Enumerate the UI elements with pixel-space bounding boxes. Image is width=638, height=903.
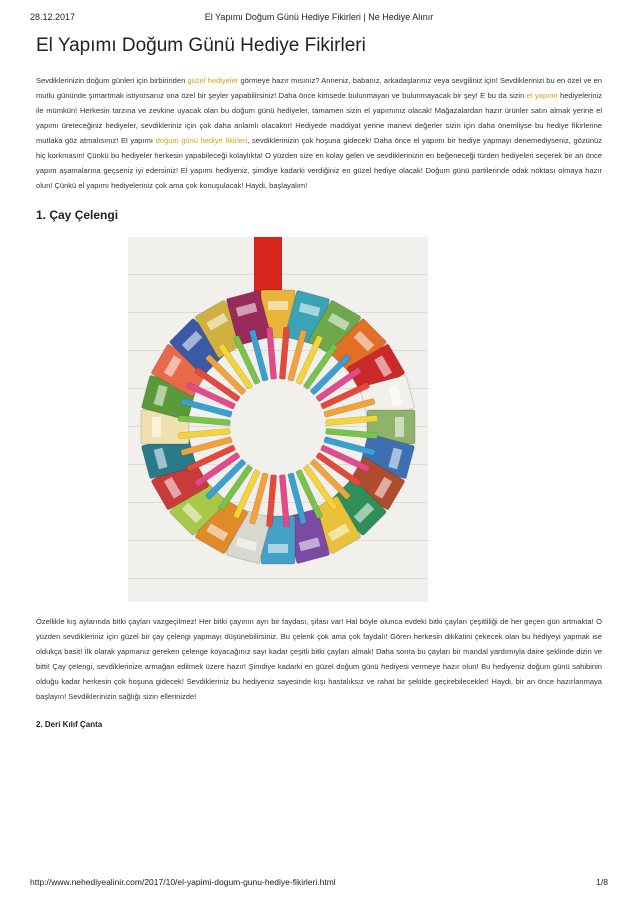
intro-text-1: Sevdiklerinizin doğum günleri için birbirinden	[36, 76, 188, 85]
section1-paragraph: Özellikle kış aylarında bitki çayları vazgeçilmez! Her bitki çayının ayrı bir faydası, şifası var! Hal böyle olunca evdeki bitki çayları çeşitliliği de her geçen gün artmakta! O yüzden sevdikleriniz için güzel bir çay çelengi yapmayı düşünebilirsiniz. Bu çelenk çok ama çok faydalı! Gören herkesin dikkatini çekecek olan bu hediyeyi yapmak ise oldukça basit! İlk olarak yapmanız gereken çelenge koyacağınız sayı kadar çeşitli bitki çayları almak! Daha sonra bu çayları bir mandal yardımıyla daire şeklinde dizin ve bitti! Çay çelengi, sevdiklerinize armağan edilmek üzere hazır! Şimdiye kadarki en güzel doğum günü hediyesi vermeye hazır olun! Bu hediyeniz doğum günü sahibinin olduğu kadar herkesin çok hoşuna gidecek! Sevdikleriniz bu hediyeniz sayesinde kışı hastalıksız ve rahat bir şekilde geçirebilecekler! Haydi, bir an önce hazırlanmaya başlayın! Sevdiklerinizin sağlığı sizin ellerinizde!	[36, 617, 602, 701]
article-title: El Yapımı Doğum Günü Hediye Fikirleri	[36, 35, 366, 56]
print-date: 28.12.2017	[30, 12, 76, 22]
print-header	[30, 12, 608, 26]
intro-text-2: görmeye hazır mısınız? Anneniz, babanız, arkadaşlarınız veya sevgiliniz için! Sevdiklerinizi bu en özel ve en mutlu gününde şımartmak istiyorsanız ona özel bir şeyler yapabilirsiniz! Daha önce kimsede bulunmayan ve bulunmayacak bir şey! E bu da sizin	[36, 76, 602, 100]
intro-paragraph	[36, 73, 602, 193]
page-number: 1/8	[596, 877, 608, 887]
print-page-title: El Yapımı Doğum Günü Hediye Fikirleri | Ne Hediye Alınır	[204, 12, 434, 22]
link-guzel-hediyeler[interactable]: güzel hediyeler	[187, 76, 239, 85]
wreath-center-hole	[232, 381, 324, 473]
tea-wreath-illustration	[128, 237, 428, 602]
intro-text-4: , sevdiklerinizin çok hoşuna gidecek! Daha önce el yapımı bir hediye yapmayı denemediyseniz, gözünüz hiç korkmasın! Çünkü bu hediyeler herkesin yapabileceği kolaylıkta! O yüzden size en kolay gelen ve sevdiklerinizin en beğeneceği türden hediyeleri seçerek bir an önce yapım aşamalarına geçseniz iyi edersiniz! El yapımı hediyeniz, şimdiye kadarki verdiğiniz en güzel hediye olacak! Doğum günü partilerinde odak noktası olmaya hazır olun! Çünkü el yapımı hediyeleriniz çok ama çok konuşulacak! Haydi, başlayalım!	[36, 136, 602, 190]
link-dogum-gunu-hediye-fikirleri[interactable]: doğum günü hediye fikirleri	[155, 136, 248, 145]
tea-wreath-photo	[128, 237, 428, 602]
article	[36, 34, 602, 729]
section-heading-deri-kilif-canta: 2. Deri Kılıf Çanta	[36, 720, 103, 729]
link-el-yapimi[interactable]: el yapımı	[526, 91, 558, 100]
section-heading-cay-celengi: 1. Çay Çelengi	[36, 208, 119, 222]
intro-text-3: hediyeleriniz ile mümkün! Herkesin tarzına ve zevkine uyacak olan bu doğum günü hediyeler, tamamen sizin el yapımınız olacak! Mağazalardan hazır ürünler satın almak yerine el yapımı üreteceğiniz hediyeler, sevdikleriniz için çok daha anlamlı olacaktır! Hediyede maddiyat yerine manevi değerler sizin için daha önemliyse bu hediye fikirlerine mutlaka göz atmalısınız! El yapımı	[36, 91, 602, 145]
print-footer	[30, 877, 608, 889]
print-url: http://www.nehediyealinir.com/2017/10/el-yapimi-dogum-gunu-hediye-fikirleri.html	[30, 877, 336, 887]
